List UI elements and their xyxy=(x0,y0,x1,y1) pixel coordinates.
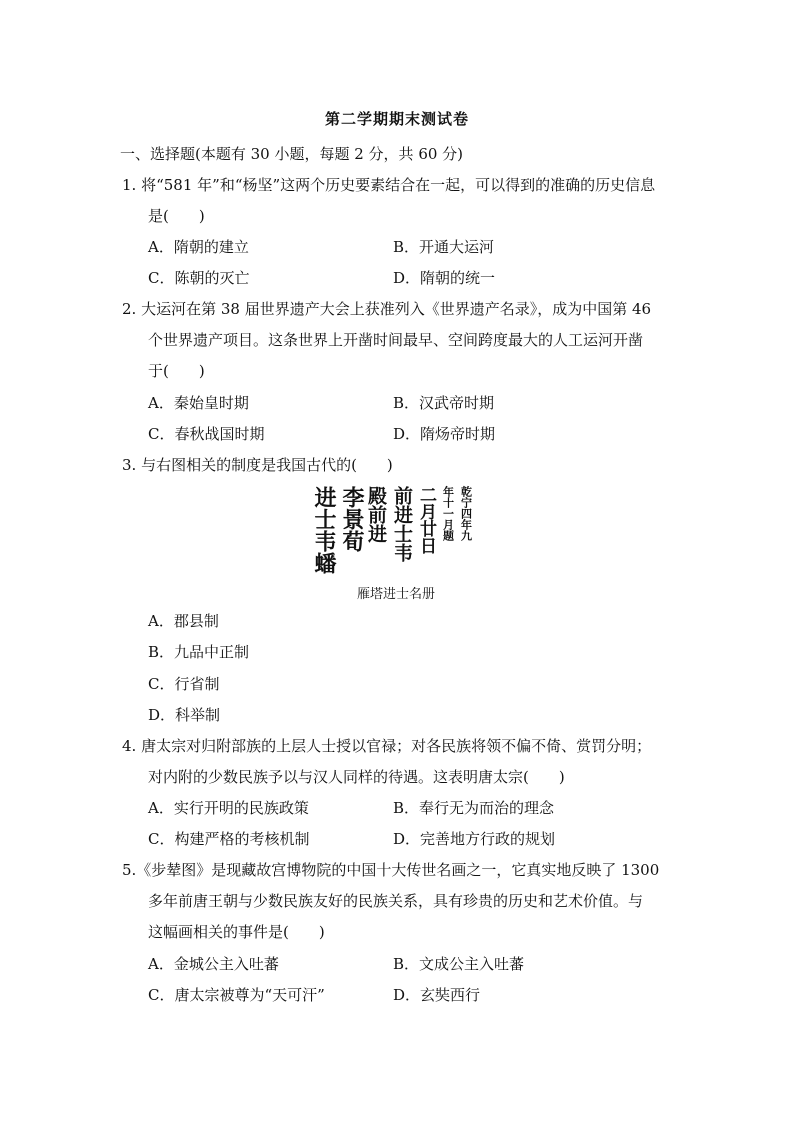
calligraphy-column-1: 乾宁四年九 xyxy=(459,486,473,541)
question-5-option-b[interactable]: B．文成公主入吐蕃 xyxy=(393,955,525,973)
question-4-option-a[interactable]: A．实行开明的民族政策 xyxy=(148,799,309,817)
question-5-option-d[interactable]: D．玄奘西行 xyxy=(393,986,481,1004)
section-heading: 一、选择题(本题有 30 小题，每题 2 分，共 60 分) xyxy=(120,145,464,163)
calligraphy-image xyxy=(308,482,480,582)
question-3-option-d[interactable]: D．科举制 xyxy=(148,706,221,724)
question-2-line-2: 个世界遗产项目。这条世界上开凿时间最早、空间跨度最大的人工运河开凿 xyxy=(148,331,644,349)
question-5-option-c[interactable]: C．唐太宗被尊为“天可汗” xyxy=(148,986,325,1004)
question-3-option-b[interactable]: B．九品中正制 xyxy=(148,643,250,661)
question-2-option-b[interactable]: B．汉武帝时期 xyxy=(393,394,495,412)
question-4-option-b[interactable]: B．奉行无为而治的理念 xyxy=(393,799,555,817)
calligraphy-figure xyxy=(308,482,480,582)
question-4-line-2: 对内附的少数民族予以与汉人同样的待遇。这表明唐太宗( ) xyxy=(148,768,565,786)
question-1-line-1: 1. 将“581 年”和“杨坚”这两个历史要素结合在一起，可以得到的准确的历史信息 xyxy=(122,176,656,194)
question-5-line-2: 多年前唐王朝与少数民族友好的民族关系，具有珍贵的历史和艺术价值。与 xyxy=(148,892,644,910)
question-5-option-a[interactable]: A．金城公主入吐蕃 xyxy=(148,955,279,973)
calligraphy-column-4: 前进士韦 xyxy=(391,486,413,562)
question-1-option-a[interactable]: A．隋朝的建立 xyxy=(148,238,249,256)
calligraphy-column-6: 李景荀 xyxy=(339,486,365,552)
question-1-option-d[interactable]: D．隋朝的统一 xyxy=(393,269,496,287)
question-2-option-a[interactable]: A．秦始皇时期 xyxy=(148,394,249,412)
question-2-option-c[interactable]: C．春秋战国时期 xyxy=(148,425,265,443)
question-1-line-2: 是( ) xyxy=(148,207,205,225)
question-1-option-c[interactable]: C．陈朝的灭亡 xyxy=(148,269,250,287)
figure-caption: 雁塔进士名册 xyxy=(356,587,435,602)
question-3-option-c[interactable]: C．行省制 xyxy=(148,675,220,693)
calligraphy-column-7: 进士韦蟠 xyxy=(311,486,337,574)
question-5-line-1: 5.《步辇图》是现藏故宫博物院的中国十大传世名画之一，它真实地反映了 1300 xyxy=(122,861,660,879)
question-2-line-1: 2. 大运河在第 38 届世界遗产大会上获准列入《世界遗产名录》，成为中国第 46 xyxy=(122,300,652,318)
calligraphy-column-3: 二月廿日 xyxy=(416,486,436,554)
page-title: 第二学期期末测试卷 xyxy=(324,110,469,128)
question-3-option-a[interactable]: A．郡县制 xyxy=(148,612,219,630)
question-1-option-b[interactable]: B．开通大运河 xyxy=(393,238,495,256)
calligraphy-column-2: 年十一月题 xyxy=(441,486,455,541)
calligraphy-column-5: 殿前进 xyxy=(365,486,387,543)
question-3-line-1: 3. 与右图相关的制度是我国古代的( ) xyxy=(122,456,393,474)
question-4-option-c[interactable]: C．构建严格的考核机制 xyxy=(148,830,310,848)
question-4-line-1: 4. 唐太宗对归附部族的上层人士授以官禄；对各民族将领不偏不倚、赏罚分明； xyxy=(122,737,652,755)
question-2-option-d[interactable]: D．隋炀帝时期 xyxy=(393,425,496,443)
question-5-line-3: 这幅画相关的事件是( ) xyxy=(148,923,325,941)
question-4-option-d[interactable]: D．完善地方行政的规划 xyxy=(393,830,556,848)
question-2-line-3: 于( ) xyxy=(148,362,205,380)
